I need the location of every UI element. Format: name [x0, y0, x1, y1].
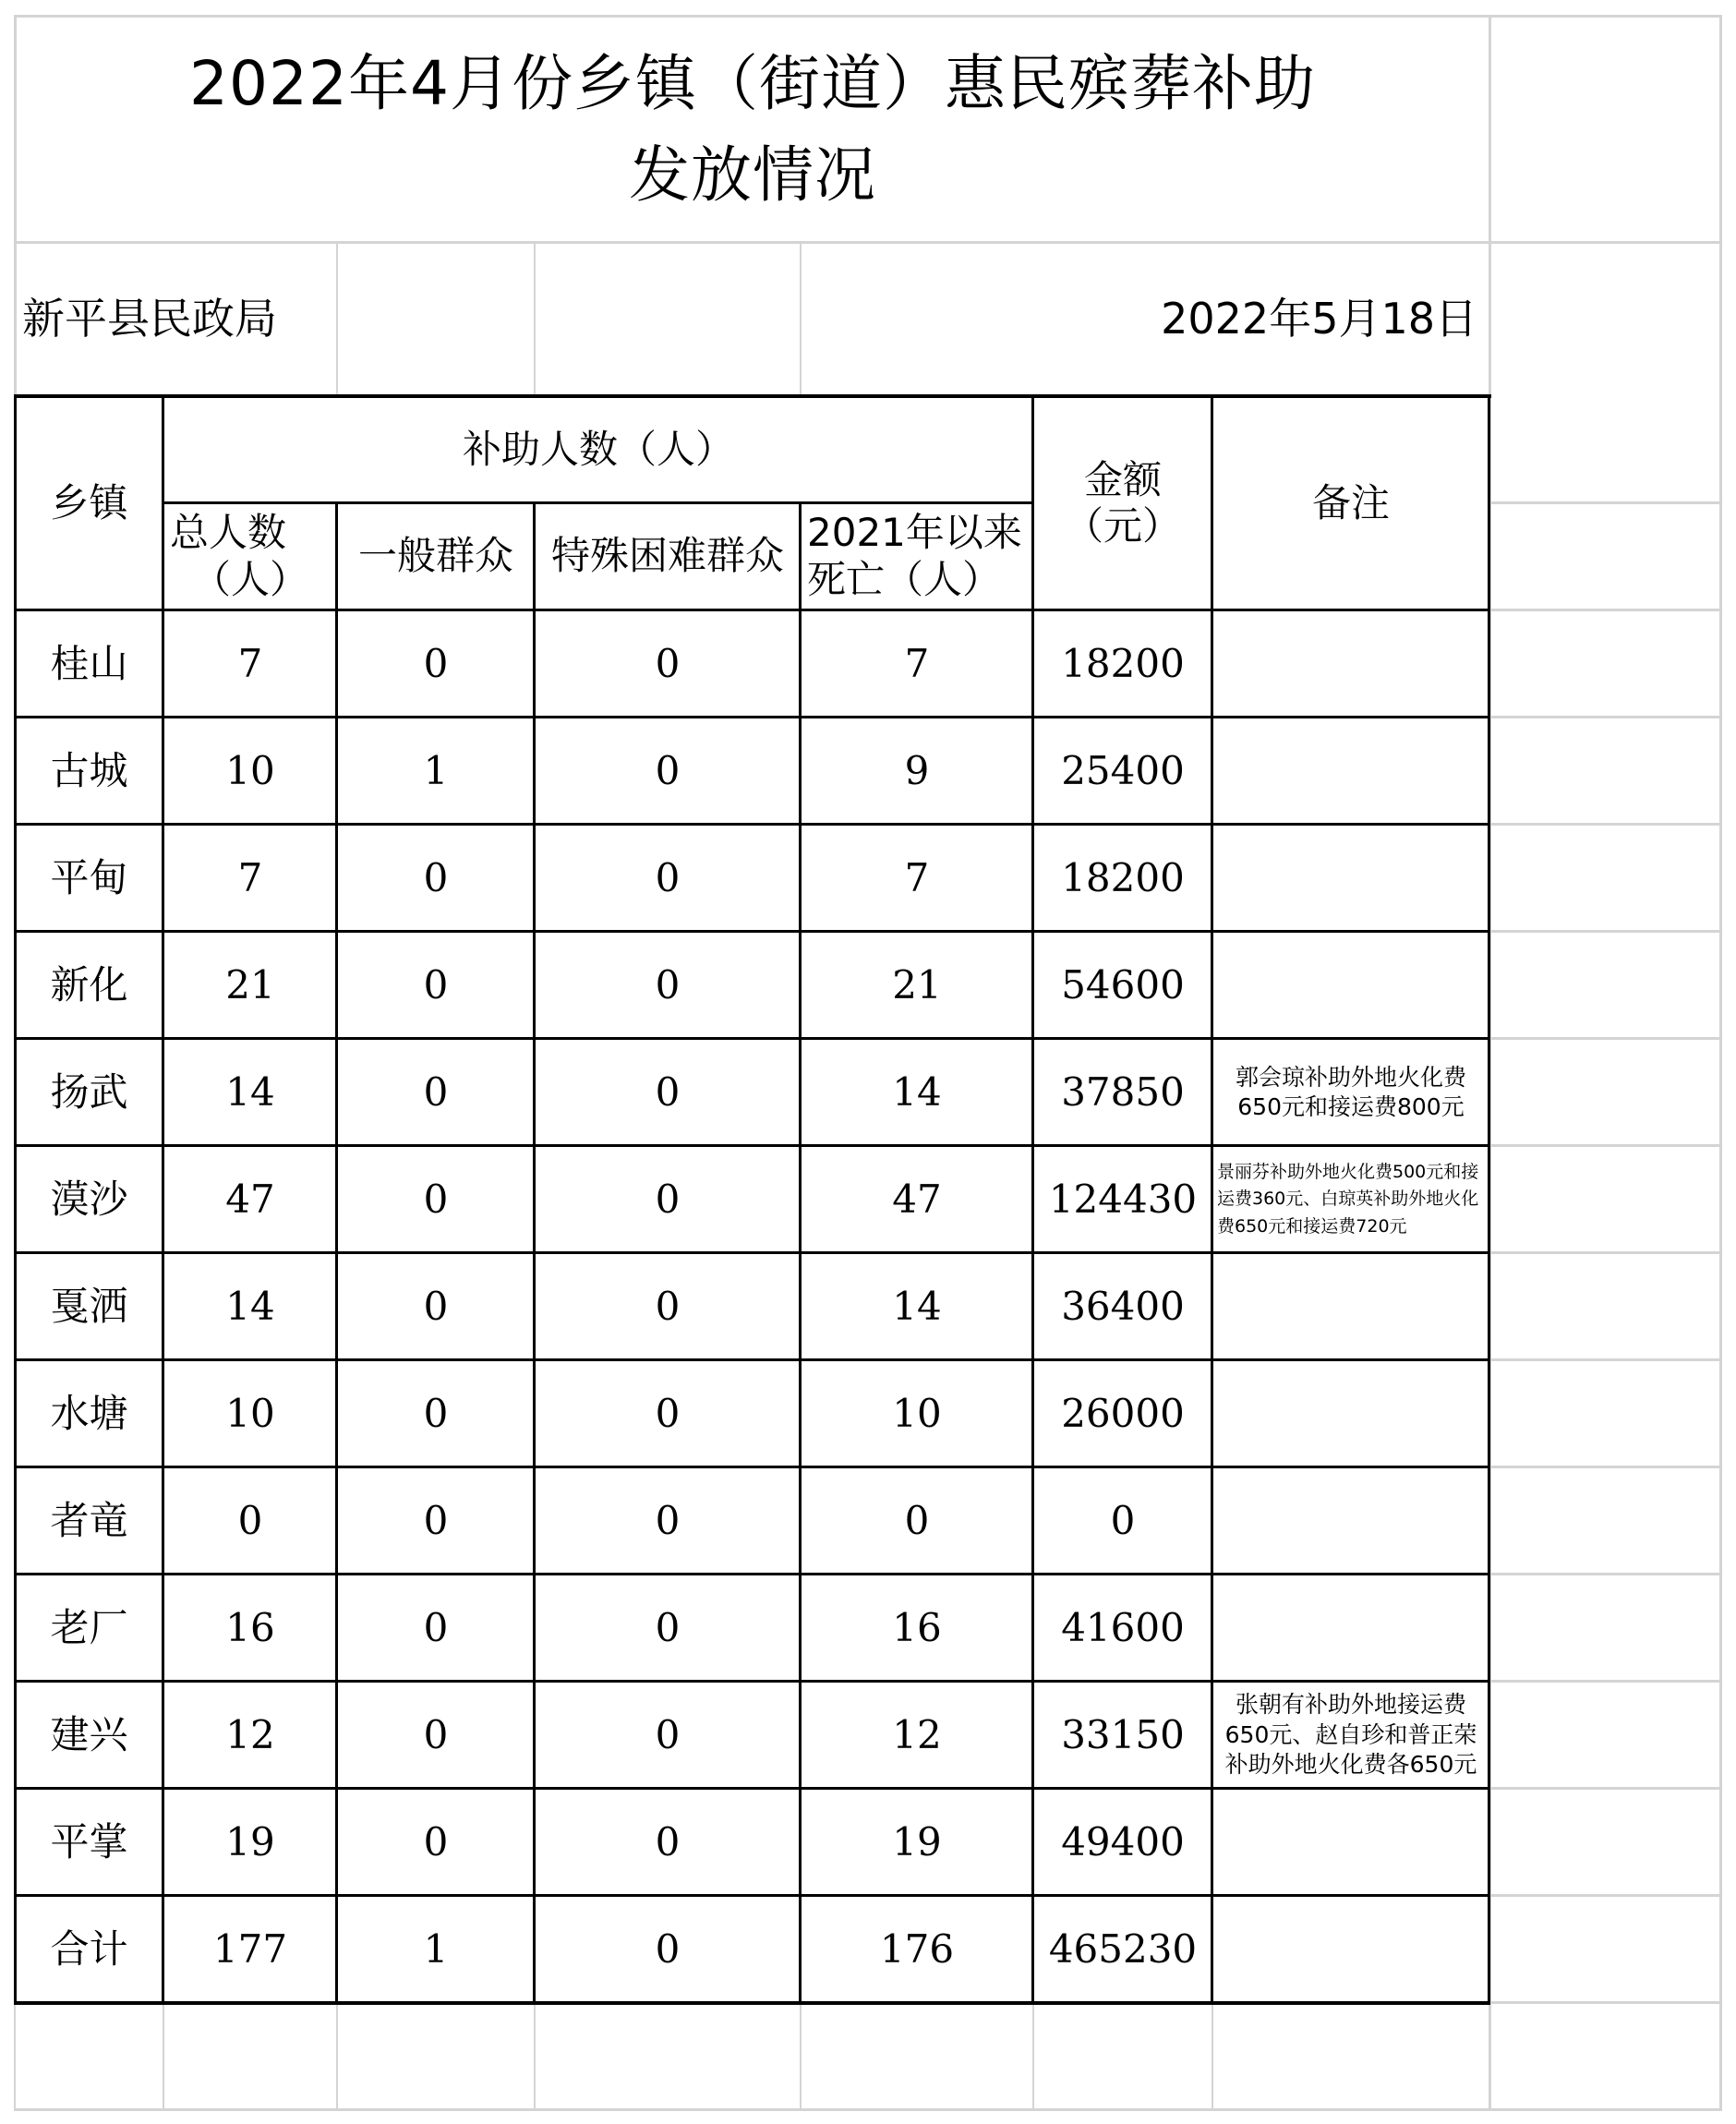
cell-town: [17, 1040, 162, 1145]
header-remarks-text: 备注: [1311, 479, 1390, 525]
cell-town-text: 合计: [50, 1925, 128, 1972]
cell-total-text: 10: [225, 747, 275, 793]
cell-town-text: 漠沙: [50, 1176, 128, 1222]
header-amount: [1034, 398, 1212, 609]
cell-general-text: 0: [423, 1176, 449, 1222]
cell-general-text: 0: [423, 1604, 449, 1650]
cell-amount: [1034, 718, 1212, 824]
cell-remarks: [1213, 1361, 1489, 1466]
cell-special: [536, 1683, 800, 1788]
cell-total: [164, 1147, 336, 1252]
cell-since2021-text: 19: [892, 1818, 942, 1865]
cell-remarks: [1213, 1254, 1489, 1359]
cell-remarks: [1213, 1468, 1489, 1574]
cell-general: [338, 826, 534, 931]
cell-amount-text: 25400: [1061, 747, 1185, 793]
cell-special: [536, 1468, 800, 1574]
cell-town-text: 者竜: [50, 1497, 128, 1543]
cell-town-text: 平掌: [50, 1818, 128, 1865]
cell-amount-text: 0: [1110, 1497, 1136, 1543]
header-since-2021-line2: 死亡（人）: [807, 556, 1002, 602]
cell-amount-text: 465230: [1048, 1925, 1198, 1972]
cell-since2021-text: 14: [892, 1283, 942, 1329]
cell-amount: [1034, 1040, 1212, 1145]
cell-amount: [1034, 826, 1212, 931]
cell-since2021: [802, 826, 1032, 931]
header-subsidy-count-text: 补助人数（人）: [462, 426, 734, 472]
cell-town: [17, 1897, 162, 2002]
cell-amount-text: 41600: [1061, 1604, 1185, 1650]
agency-name-text: 新平县民政局: [22, 294, 277, 344]
cell-special-text: 0: [655, 854, 681, 900]
cell-since2021: [802, 1361, 1032, 1466]
cell-general: [338, 1683, 534, 1788]
cell-town: [17, 1254, 162, 1359]
cell-amount-text: 33150: [1061, 1711, 1185, 1757]
cell-special: [536, 933, 800, 1038]
cell-general-text: 1: [423, 747, 449, 793]
cell-town-text: 平甸: [50, 854, 128, 900]
cell-since2021: [802, 1790, 1032, 1895]
cell-total-text: 47: [225, 1176, 275, 1222]
cell-since2021: [802, 1040, 1032, 1145]
header-total-line2: （人）: [191, 556, 308, 602]
cell-special: [536, 1254, 800, 1359]
cell-since2021-text: 12: [892, 1711, 942, 1757]
cell-since2021: [802, 1147, 1032, 1252]
header-amount-line2: （元）: [1064, 503, 1181, 549]
header-general-text: 一般群众: [357, 533, 513, 579]
header-total: [164, 504, 336, 609]
agency-name: [22, 244, 336, 395]
cell-special-text: 0: [655, 961, 681, 1008]
cell-special-text: 0: [655, 640, 681, 686]
cell-total: [164, 1897, 336, 2002]
cell-amount-text: 18200: [1061, 640, 1185, 686]
cell-special: [536, 1040, 800, 1145]
cell-town-text: 扬武: [50, 1068, 128, 1115]
cell-amount-text: 36400: [1061, 1283, 1185, 1329]
cell-since2021: [802, 1254, 1032, 1359]
cell-special-text: 0: [655, 1925, 681, 1972]
cell-since2021: [802, 1468, 1032, 1574]
cell-special-text: 0: [655, 1068, 681, 1115]
cell-remarks: [1213, 1897, 1489, 2002]
cell-since2021-text: 7: [904, 854, 930, 900]
cell-special: [536, 1575, 800, 1681]
cell-amount-text: 49400: [1061, 1818, 1185, 1865]
page-title: [17, 18, 1489, 241]
cell-total: [164, 1790, 336, 1895]
cell-general-text: 0: [423, 1711, 449, 1757]
cell-since2021-text: 21: [892, 961, 942, 1008]
page-title-line2: 发放情况: [629, 139, 876, 211]
cell-special: [536, 1790, 800, 1895]
cell-special-text: 0: [655, 1497, 681, 1543]
header-remarks: [1213, 398, 1489, 609]
cell-since2021: [802, 1897, 1032, 2002]
cell-town-text: 戛洒: [50, 1283, 128, 1329]
cell-amount: [1034, 1683, 1212, 1788]
cell-total-text: 14: [225, 1068, 275, 1115]
cell-general: [338, 1897, 534, 2002]
cell-special-text: 0: [655, 1390, 681, 1436]
cell-town: [17, 1468, 162, 1574]
cell-remarks-text: 张朝有补助外地接运费650元、赵自珍和普正荣补助外地火化费各650元: [1224, 1691, 1477, 1779]
cell-amount: [1034, 1361, 1212, 1466]
page-title-line1: 2022年4月份乡镇（街道）惠民殡葬补助: [189, 48, 1316, 119]
cell-total-text: 0: [237, 1497, 263, 1543]
cell-general: [338, 611, 534, 717]
cell-total: [164, 1468, 336, 1574]
cell-special: [536, 1361, 800, 1466]
cell-remarks: [1213, 1575, 1489, 1681]
cell-since2021: [802, 1683, 1032, 1788]
report-date: [802, 244, 1477, 395]
cell-general-text: 0: [423, 1068, 449, 1115]
cell-amount: [1034, 933, 1212, 1038]
cell-remarks: [1213, 933, 1489, 1038]
cell-since2021-text: 47: [892, 1176, 942, 1222]
cell-town-text: 建兴: [50, 1711, 128, 1757]
cell-special: [536, 1897, 800, 2002]
cell-total: [164, 826, 336, 931]
cell-general: [338, 1040, 534, 1145]
cell-total: [164, 1575, 336, 1681]
cell-remarks: [1213, 718, 1489, 824]
cell-amount: [1034, 1897, 1212, 2002]
cell-since2021-text: 0: [904, 1497, 930, 1543]
cell-since2021-text: 10: [892, 1390, 942, 1436]
cell-town: [17, 1683, 162, 1788]
header-since-2021-line1: 2021年以来: [807, 510, 1022, 556]
cell-special-text: 0: [655, 1604, 681, 1650]
cell-town: [17, 1147, 162, 1252]
cell-general: [338, 1254, 534, 1359]
cell-special: [536, 611, 800, 717]
cell-general-text: 0: [423, 1818, 449, 1865]
header-special-text: 特殊困难群众: [550, 533, 784, 579]
cell-amount-text: 18200: [1061, 854, 1185, 900]
cell-total: [164, 611, 336, 717]
cell-town: [17, 718, 162, 824]
cell-amount: [1034, 1575, 1212, 1681]
cell-total-text: 7: [237, 640, 263, 686]
cell-general: [338, 1790, 534, 1895]
cell-general-text: 0: [423, 1497, 449, 1543]
cell-total: [164, 1254, 336, 1359]
cell-general: [338, 718, 534, 824]
cell-special: [536, 1147, 800, 1252]
cell-special-text: 0: [655, 1283, 681, 1329]
cell-town-text: 新化: [50, 961, 128, 1008]
cell-town: [17, 611, 162, 717]
cell-general-text: 0: [423, 961, 449, 1008]
cell-special-text: 0: [655, 747, 681, 793]
cell-general: [338, 1575, 534, 1681]
cell-amount: [1034, 611, 1212, 717]
cell-general: [338, 1147, 534, 1252]
cell-amount-text: 54600: [1061, 961, 1185, 1008]
header-amount-line1: 金额: [1083, 456, 1162, 502]
cell-town: [17, 1575, 162, 1681]
cell-remarks: [1213, 1147, 1489, 1252]
report-date-text: 2022年5月18日: [1161, 294, 1477, 344]
cell-total: [164, 1361, 336, 1466]
cell-remarks: [1213, 1683, 1489, 1788]
header-town: [17, 398, 162, 609]
cell-amount-text: 124430: [1048, 1176, 1198, 1222]
cell-since2021-text: 7: [904, 640, 930, 686]
cell-total-text: 19: [225, 1818, 275, 1865]
cell-amount: [1034, 1147, 1212, 1252]
cell-town-text: 桂山: [50, 640, 128, 686]
cell-amount: [1034, 1790, 1212, 1895]
header-town-text: 乡镇: [50, 479, 128, 525]
cell-special: [536, 826, 800, 931]
cell-amount-text: 37850: [1061, 1068, 1185, 1115]
header-total-line1: 总人数: [170, 510, 287, 556]
cell-town: [17, 1790, 162, 1895]
header-since-2021: [802, 504, 1032, 609]
cell-special-text: 0: [655, 1818, 681, 1865]
cell-total: [164, 1683, 336, 1788]
cell-total-text: 14: [225, 1283, 275, 1329]
cell-general-text: 0: [423, 1390, 449, 1436]
cell-since2021: [802, 1575, 1032, 1681]
cell-town: [17, 1361, 162, 1466]
cell-general-text: 0: [423, 854, 449, 900]
cell-total: [164, 933, 336, 1038]
header-subsidy-count: [164, 398, 1032, 501]
header-general: [338, 504, 534, 609]
cell-amount: [1034, 1254, 1212, 1359]
header-special: [536, 504, 800, 609]
cell-amount-text: 26000: [1061, 1390, 1185, 1436]
cell-town-text: 古城: [50, 747, 128, 793]
cell-total: [164, 1040, 336, 1145]
cell-remarks-text: 郭会琼补助外地火化费650元和接运费800元: [1235, 1063, 1466, 1120]
cell-general: [338, 1468, 534, 1574]
cell-total-text: 10: [225, 1390, 275, 1436]
cell-special-text: 0: [655, 1176, 681, 1222]
cell-since2021-text: 16: [892, 1604, 942, 1650]
cell-total-text: 12: [225, 1711, 275, 1757]
cell-town: [17, 933, 162, 1038]
cell-amount: [1034, 1468, 1212, 1574]
cell-total-text: 21: [225, 961, 275, 1008]
cell-general-text: 1: [423, 1925, 449, 1972]
cell-special-text: 0: [655, 1711, 681, 1757]
cell-total-text: 177: [212, 1925, 288, 1972]
cell-remarks: [1213, 1040, 1489, 1145]
cell-remarks: [1213, 611, 1489, 717]
cell-since2021: [802, 933, 1032, 1038]
cell-general-text: 0: [423, 640, 449, 686]
cell-town-text: 水塘: [50, 1390, 128, 1436]
cell-general: [338, 1361, 534, 1466]
cell-town: [17, 826, 162, 931]
cell-general-text: 0: [423, 1283, 449, 1329]
cell-town-text: 老厂: [50, 1604, 128, 1650]
cell-since2021: [802, 718, 1032, 824]
cell-since2021: [802, 611, 1032, 717]
cell-since2021-text: 176: [879, 1925, 955, 1972]
cell-since2021-text: 14: [892, 1068, 942, 1115]
cell-remarks: [1213, 826, 1489, 931]
cell-since2021-text: 9: [904, 747, 930, 793]
cell-remarks-text: 景丽芬补助外地火化费500元和接运费360元、白琼英补助外地火化费650元和接运费720元: [1217, 1161, 1479, 1237]
cell-total: [164, 718, 336, 824]
cell-remarks: [1213, 1790, 1489, 1895]
cell-general: [338, 933, 534, 1038]
cell-special: [536, 718, 800, 824]
cell-total-text: 16: [225, 1604, 275, 1650]
cell-total-text: 7: [237, 854, 263, 900]
